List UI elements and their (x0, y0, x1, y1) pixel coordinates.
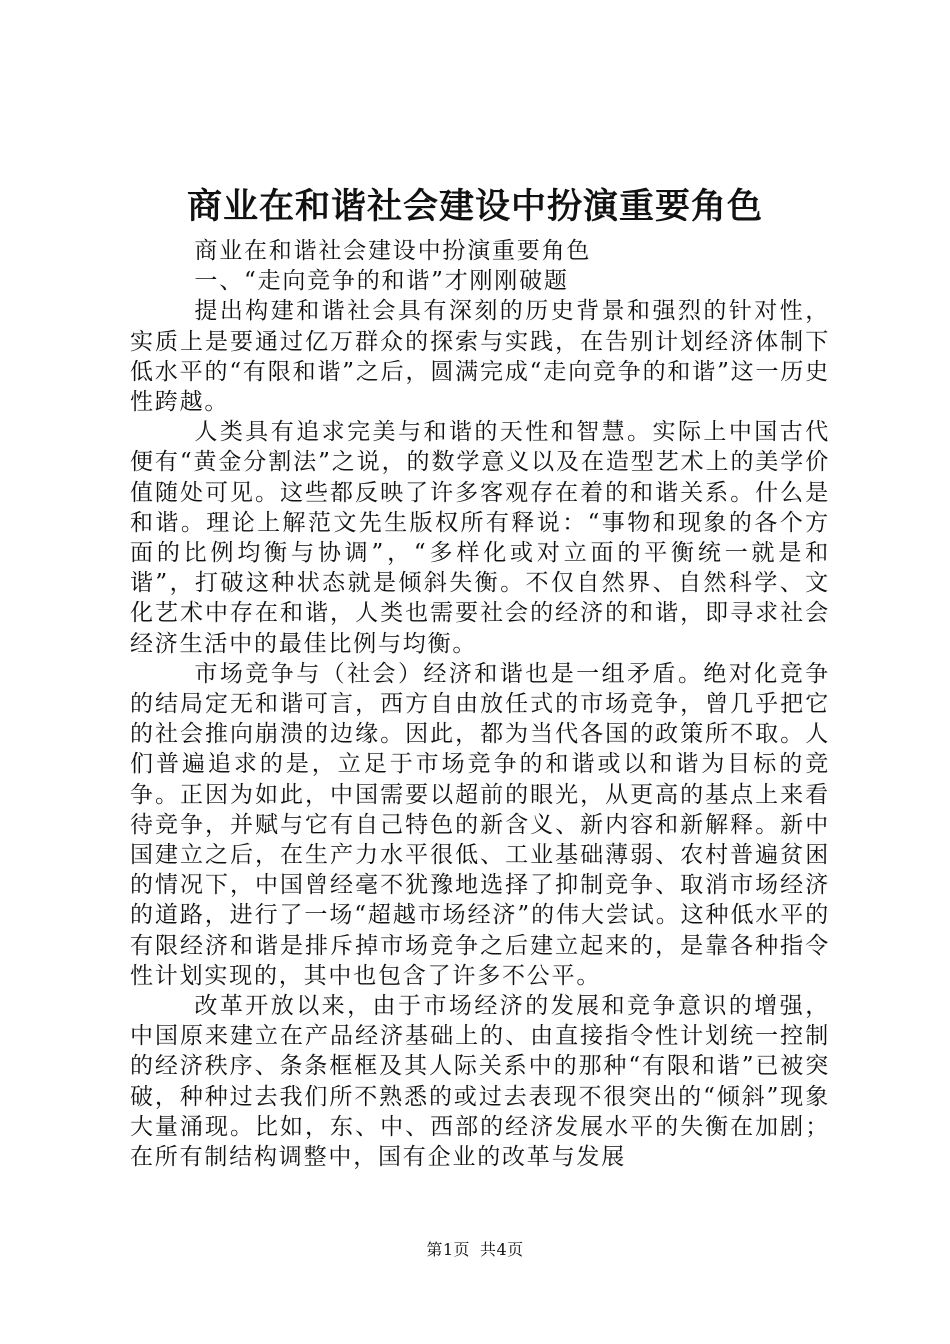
paragraph-section-heading: 一、“走向竞争的和谐”才刚刚破题 (194, 268, 569, 295)
page-footer (0, 1239, 950, 1261)
paragraph: 市场竞争与（社会）经济和谐也是一组矛盾。绝对化竞争的结局定无和谐可言，西方自由放任式的市场竞争，曾几乎把它的社会推向崩溃的边缘。因此，都为当代各国的政策所不取。人们普遍追求的是，立足于市场竞争的和谐或以和谐为目标的竞争。正因为如此，中国需要以超前的眼光，从更高的基点上来看待竞争，并赋与它有自己特色的新含义、新内容和新解释。新中国建立之后，在生产力水平很低、工业基础薄弱、农村普遍贫困的情况下，中国曾经毫不犹豫地选择了抑制竞争、取消市场经济的道路，进行了一场“超越市场经济”的伟大尝试。这种低水平的有限经济和谐是排斥掉市场竞争之后建立起来的，是靠各种指令性计划实现的，其中也包含了许多不公平。 (130, 660, 830, 989)
document-title: 商业在和谐社会建设中扮演重要角色 (186, 186, 763, 227)
page-total: 共4页 (480, 1240, 524, 1259)
paragraph-subtitle: 商业在和谐社会建设中扮演重要角色 (194, 238, 592, 264)
paragraph: 人类具有追求完美与和谐的天性和智慧。实际上中国古代便有“黄金分割法”之说，的数学意义以及在造型艺术上的美学价值随处可见。这些都反映了许多客观存在着的和谐关系。什么是和谐。理论上解范文先生版权所有释说：“事物和现象的各个方面的比例均衡与协调”，“多样化或对立面的平衡统一就是和谐”，打破这种状态就是倾斜失衡。不仅自然界、自然科学、文化艺术中存在和谐，人类也需要社会的经济的和谐，即寻求社会经济生活中的最佳比例与均衡。 (130, 419, 830, 657)
paragraph: 提出构建和谐社会具有深刻的历史背景和强烈的针对性，实质上是要通过亿万群众的探索与实践，在告别计划经济体制下低水平的“有限和谐”之后，圆满完成“走向竞争的和谐”这一历史性跨越。 (130, 298, 830, 416)
paragraph: 改革开放以来，由于市场经济的发展和竞争意识的增强，中国原来建立在产品经济基础上的、由直接指令性计划统一控制的经济秩序、条条框框及其人际关系中的那种“有限和谐”已被突破，种种过去我们所不熟悉的或过去表现不很突出的“倾斜”现象大量涌现。比如，东、中、西部的经济发展水平的失衡在加剧；在所有制结构调整中，国有企业的改革与发展 (130, 993, 830, 1171)
page-number: 第1页 (426, 1240, 470, 1259)
document-body (130, 236, 830, 1172)
